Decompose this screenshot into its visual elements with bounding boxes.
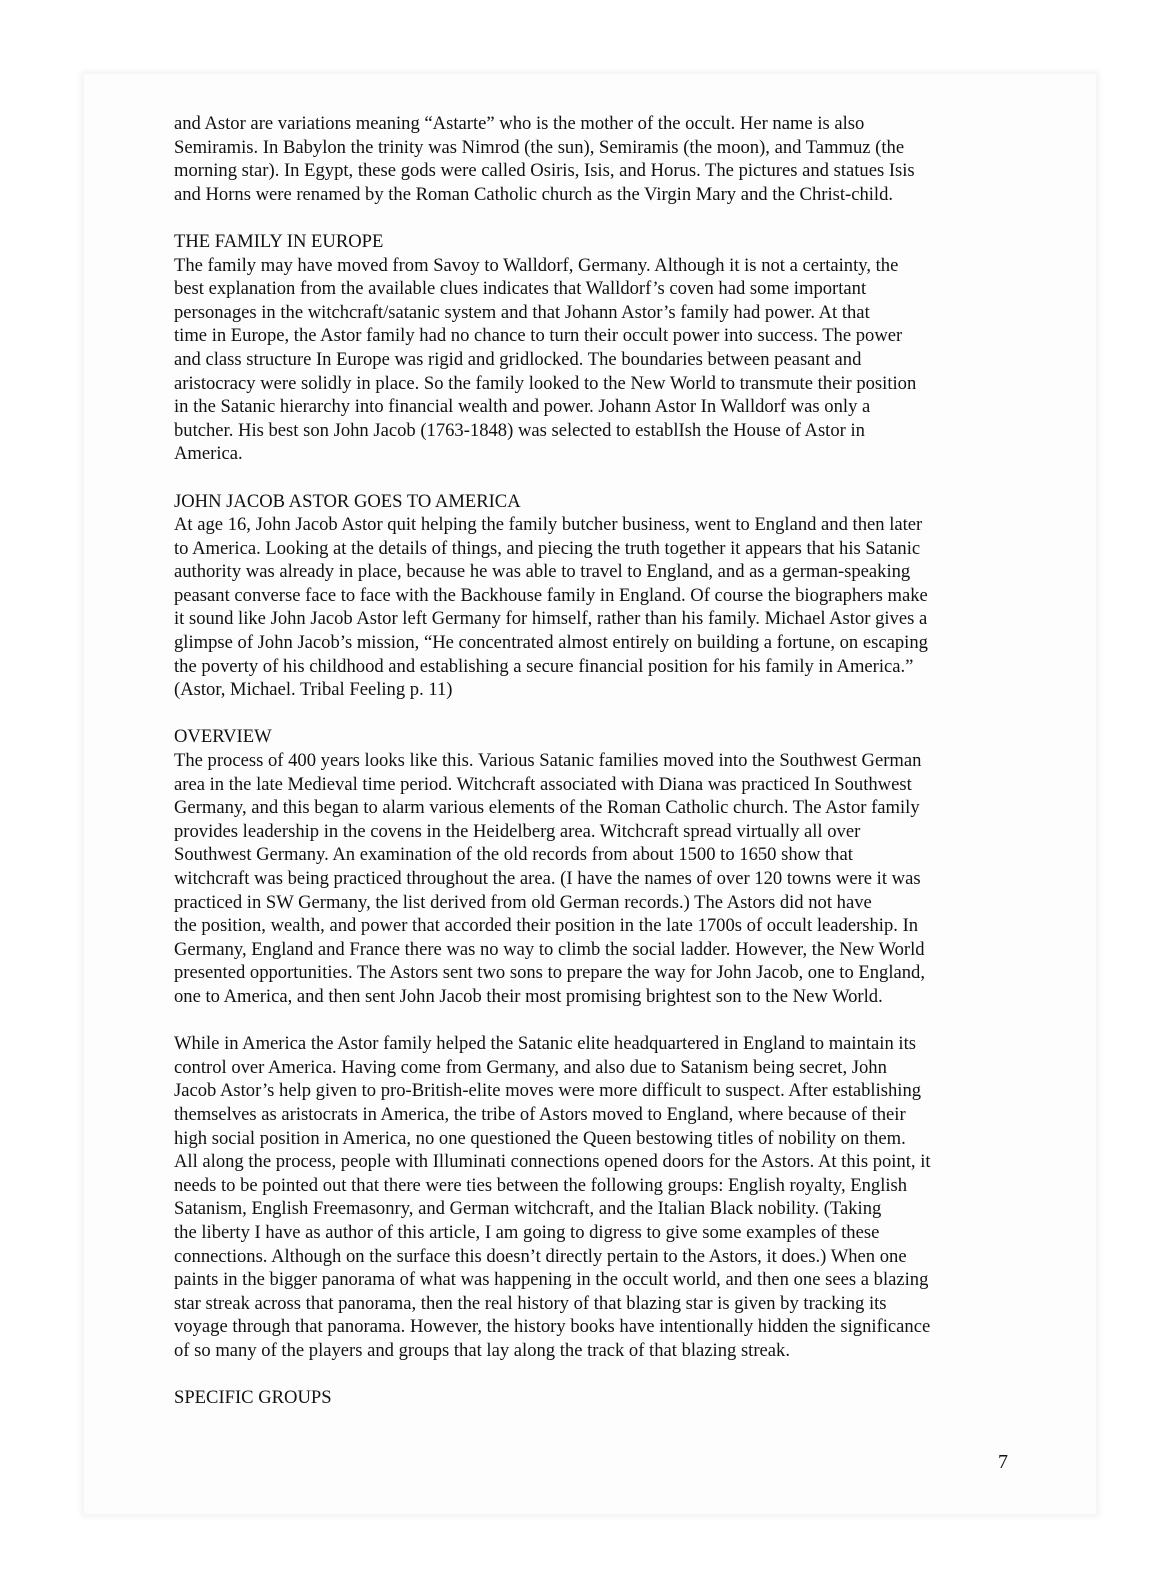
text-line: Germany, and this began to alarm various elements of the Roman Catholic church. The Astor family xyxy=(174,797,920,819)
text-line: personages in the witchcraft/satanic system and that Johann Astor’s family had power. At that xyxy=(174,301,870,323)
paragraph-family-in-europe xyxy=(174,254,1014,466)
text-line: connections. Although on the surface this doesn’t directly pertain to the Astors, it does.) When one xyxy=(174,1245,907,1267)
paragraph-intro xyxy=(174,112,1014,206)
text-line: authority was already in place, because he was able to travel to England, and as a german-speaking xyxy=(174,561,911,583)
paragraph-gap xyxy=(174,1009,1014,1033)
text-line: Southwest Germany. An examination of the old records from about 1500 to 1650 show that xyxy=(174,844,853,866)
text-line: Semiramis. In Babylon the trinity was Nimrod (the sun), Semiramis (the moon), and Tammuz (the xyxy=(174,136,905,158)
paragraph-john-jacob-astor xyxy=(174,513,1014,702)
text-line: paints in the bigger panorama of what was happening in the occult world, and then one sees a blazing xyxy=(174,1269,929,1291)
text-line: (Astor, Michael. Tribal Feeling p. 11) xyxy=(174,679,453,701)
text-line: area in the late Medieval time period. Witchcraft associated with Diana was practiced In Southwest xyxy=(174,773,912,795)
page-number: 7 xyxy=(998,1451,1008,1473)
text-line: peasant converse face to face with the Backhouse family in England. Of course the biographers make xyxy=(174,584,928,606)
text-line: The family may have moved from Savoy to Walldorf, Germany. Although it is not a certainty, the xyxy=(174,254,899,276)
text-line: America. xyxy=(174,443,243,465)
text-line: of so many of the players and groups that lay along the track of that blazing streak. xyxy=(174,1339,790,1361)
text-line: morning star). In Egypt, these gods were called Osiris, Isis, and Horus. The pictures and statues Isis xyxy=(174,160,915,182)
text-line: aristocracy were solidly in place. So the family looked to the New World to transmute their position xyxy=(174,372,917,394)
text-line: the poverty of his childhood and establishing a secure financial position for his family in America.” xyxy=(174,655,914,677)
text-line: and class structure In Europe was rigid and gridlocked. The boundaries between peasant and xyxy=(174,348,862,370)
paragraph-gap xyxy=(174,466,1014,490)
text-line: The process of 400 years looks like this. Various Satanic families moved into the Southwest German xyxy=(174,750,922,772)
text-line: the position, wealth, and power that accorded their position in the late 1700s of occult leadership. In xyxy=(174,915,919,937)
text-line: practiced in SW Germany, the list derived from old German records.) The Astors did not have xyxy=(174,891,872,913)
text-line: star streak across that panorama, then the real history of that blazing star is given by tracking its xyxy=(174,1292,887,1314)
text-line: glimpse of John Jacob’s mission, “He concentrated almost entirely on building a fortune, on escaping xyxy=(174,632,928,654)
paragraph-gap xyxy=(174,206,1014,230)
text-line: voyage through that panorama. However, the history books have intentionally hidden the significance xyxy=(174,1316,931,1338)
text-line: to America. Looking at the details of things, and piecing the truth together it appears that his Satanic xyxy=(174,537,921,559)
text-line: butcher. His best son John Jacob (1763-1848) was selected to establIsh the House of Astor in xyxy=(174,419,865,441)
text-line: and Horns were renamed by the Roman Catholic church as the Virgin Mary and the Christ-child. xyxy=(174,183,894,205)
heading-overview: OVERVIEW xyxy=(174,726,272,748)
text-line: time in Europe, the Astor family had no chance to turn their occult power into success. The power xyxy=(174,325,903,347)
paragraph-america xyxy=(174,1032,1014,1362)
heading-family-in-europe: THE FAMILY IN EUROPE xyxy=(174,230,384,252)
text-line: All along the process, people with Illuminati connections opened doors for the Astors. At this point, it xyxy=(174,1151,931,1173)
heading-specific-groups: SPECIFIC GROUPS xyxy=(174,1387,332,1409)
paragraph-gap xyxy=(174,702,1014,726)
text-line: in the Satanic hierarchy into financial wealth and power. Johann Astor In Walldorf was only a xyxy=(174,396,871,418)
text-line: Satanism, English Freemasonry, and German witchcraft, and the Italian Black nobility. (Taking xyxy=(174,1198,882,1220)
text-line: While in America the Astor family helped the Satanic elite headquartered in England to maintain its xyxy=(174,1033,916,1055)
text-line: it sound like John Jacob Astor left Germany for himself, rather than his family. Michael Astor gives a xyxy=(174,608,928,630)
text-line: high social position in America, no one questioned the Queen bestowing titles of nobility on them. xyxy=(174,1127,906,1149)
text-line: best explanation from the available clues indicates that Walldorf’s coven had some important xyxy=(174,278,867,300)
text-line: the liberty I have as author of this article, I am going to digress to give some examples of these xyxy=(174,1221,880,1243)
text-line: presented opportunities. The Astors sent two sons to prepare the way for John Jacob, one to England, xyxy=(174,962,926,984)
text-line: provides leadership in the covens in the Heidelberg area. Witchcraft spread virtually all over xyxy=(174,820,861,842)
text-line: witchcraft was being practiced throughout the area. (I have the names of over 120 towns were it was xyxy=(174,868,921,889)
paragraph-gap xyxy=(174,1362,1014,1386)
text-line: At age 16, John Jacob Astor quit helping the family butcher business, went to England and then later xyxy=(174,514,923,536)
text-line: Germany, England and France there was no way to climb the social ladder. However, the New World xyxy=(174,938,925,960)
text-line: control over America. Having come from Germany, and also due to Satanism being secret, John xyxy=(174,1056,887,1078)
text-line: themselves as aristocrats in America, the tribe of Astors moved to England, where because of their xyxy=(174,1103,906,1125)
text-line: needs to be pointed out that there were ties between the following groups: English royalty, English xyxy=(174,1174,908,1196)
text-line: one to America, and then sent John Jacob their most promising brightest son to the New World. xyxy=(174,985,883,1007)
document-body xyxy=(174,112,1014,1410)
paragraph-overview xyxy=(174,749,1014,1009)
text-line: and Astor are variations meaning “Astarte” who is the mother of the occult. Her name is also xyxy=(174,113,865,134)
heading-john-jacob-astor: JOHN JACOB ASTOR GOES TO AMERICA xyxy=(174,490,521,512)
text-line: Jacob Astor’s help given to pro-British-elite moves were more difficult to suspect. After establishing xyxy=(174,1080,922,1102)
